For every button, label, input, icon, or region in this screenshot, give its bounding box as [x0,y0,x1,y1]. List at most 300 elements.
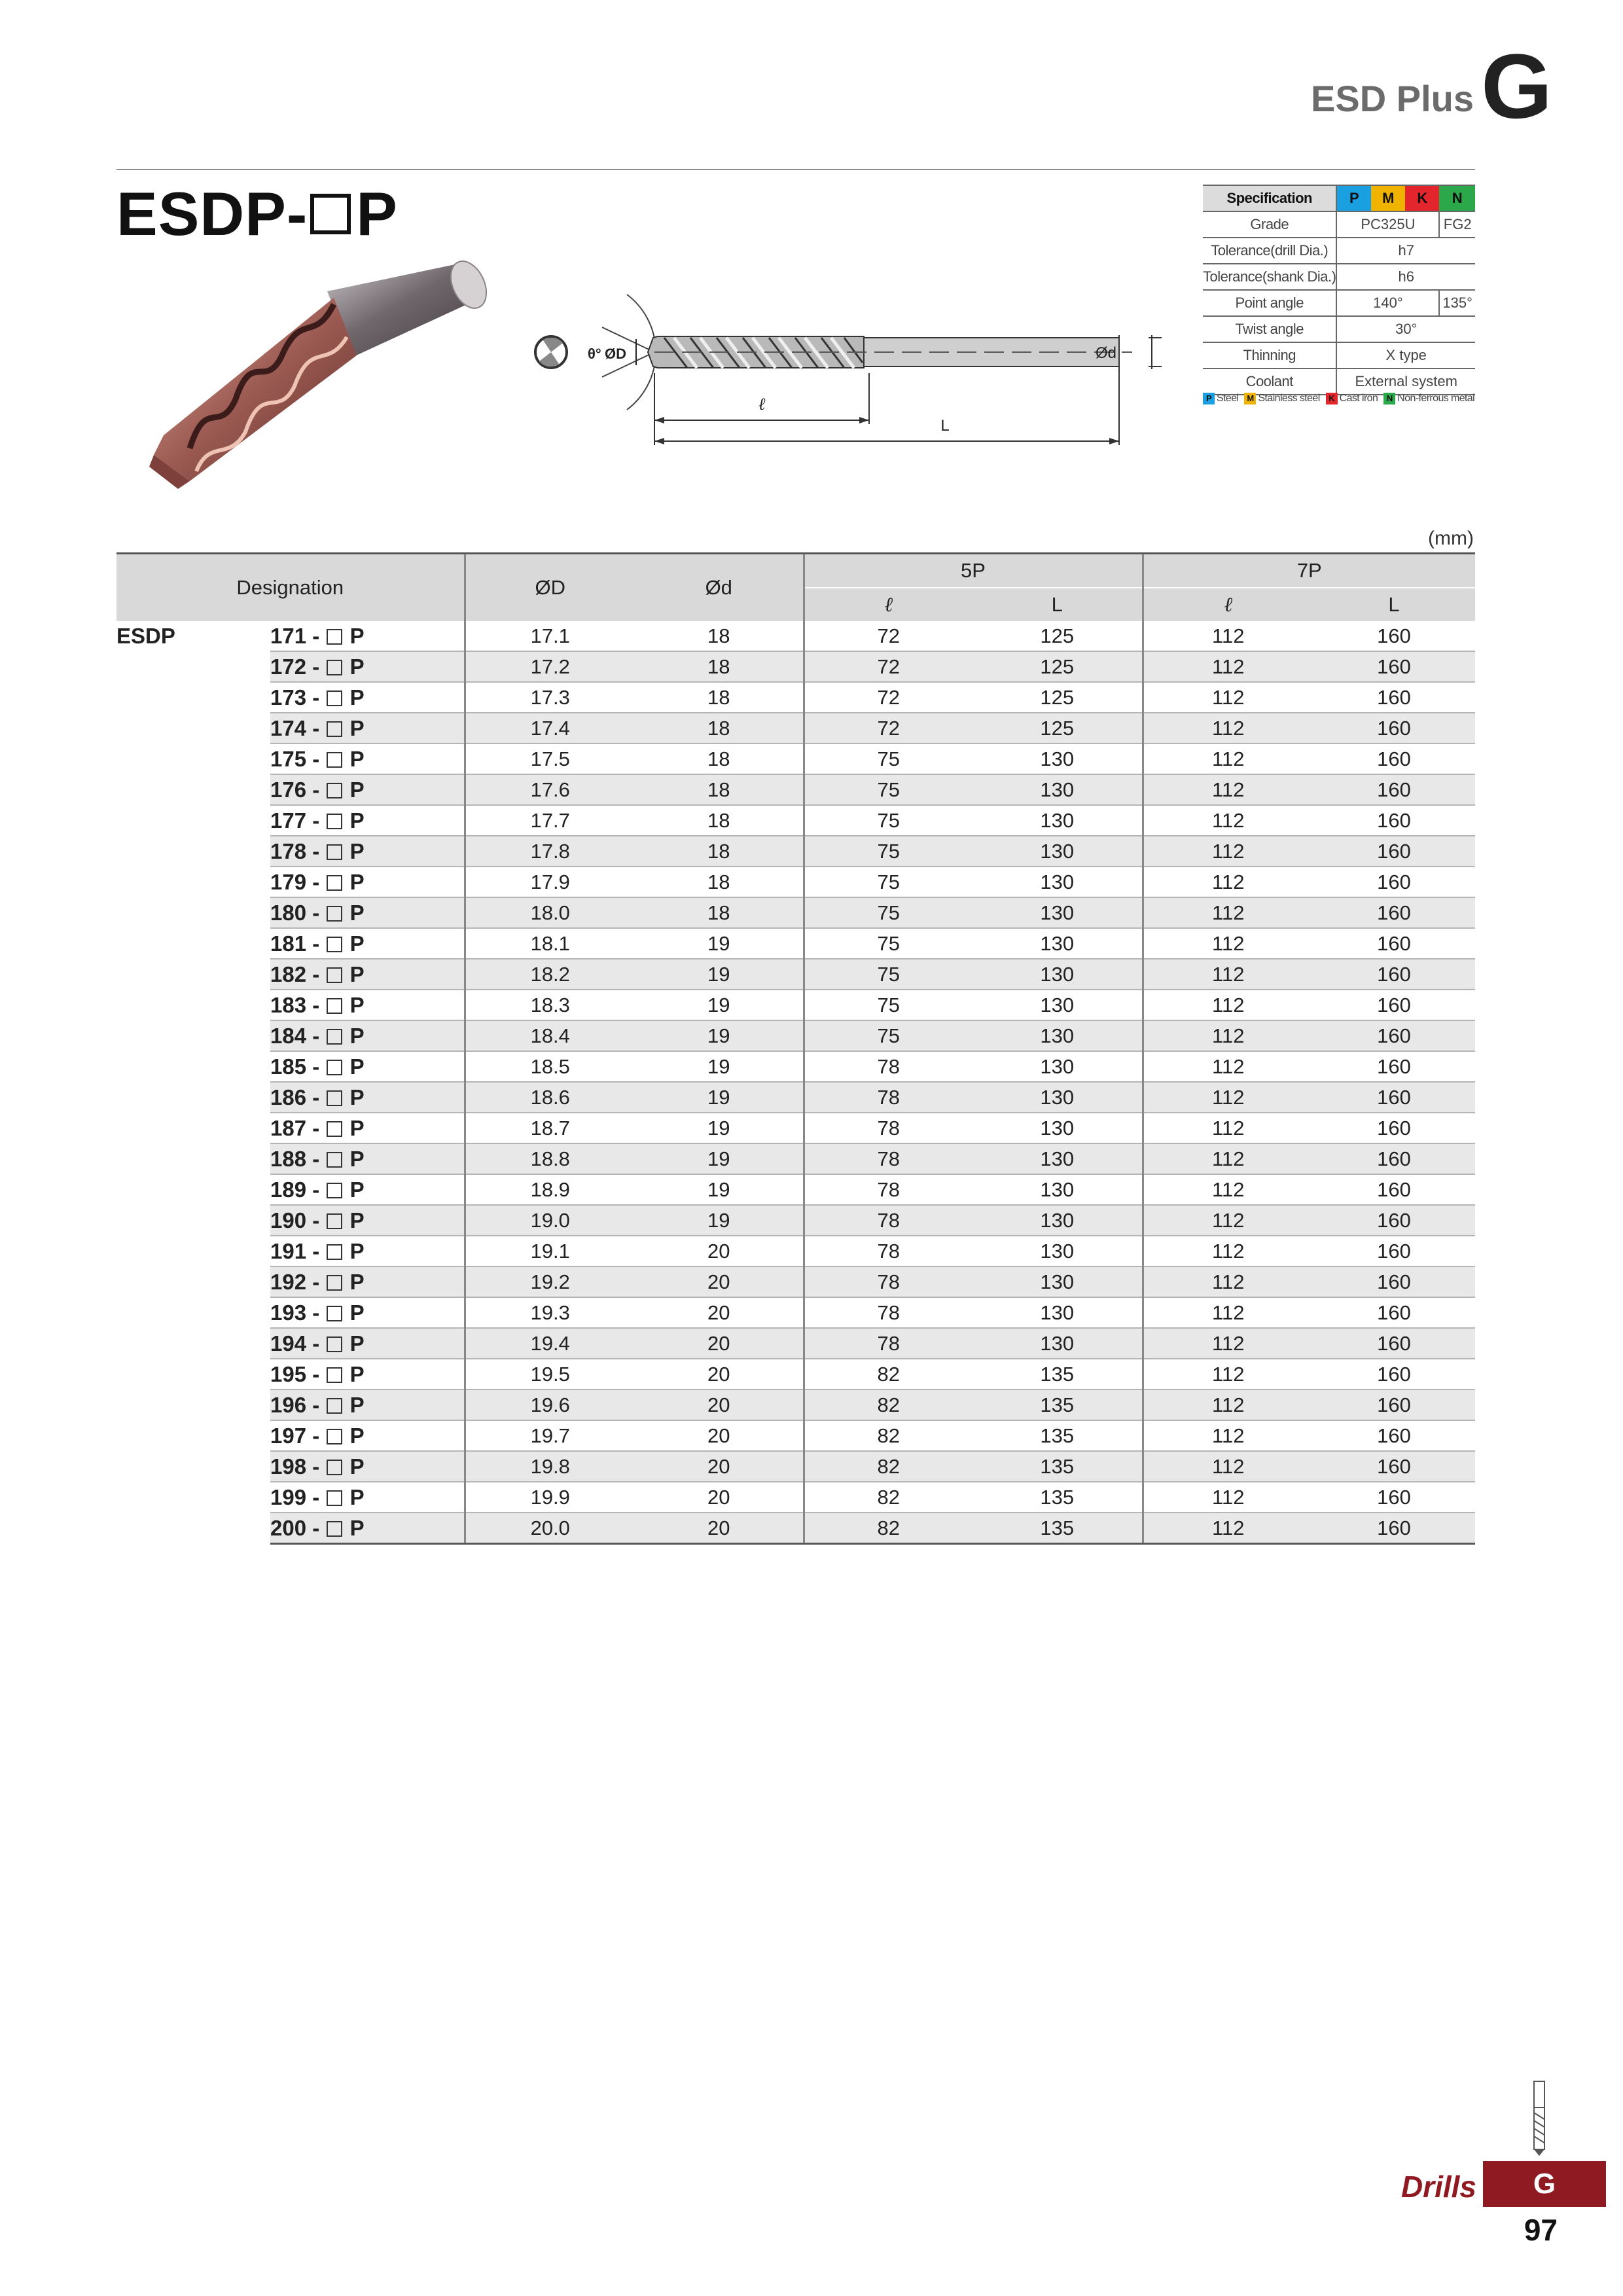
series-name: ESD Plus [1311,78,1474,119]
placeholder-box-icon [327,906,342,922]
spec-value-extra: FG2 [1439,211,1475,238]
placeholder-box-icon [327,875,342,891]
header-5p-length: L [972,588,1143,621]
length-7p-cell: 160 [1313,1266,1475,1297]
length-7p-cell: 160 [1313,959,1475,990]
shank-dia-cell: 19 [635,1205,804,1236]
designation-cell: 173 - P [270,682,465,713]
placeholder-box-icon [327,1121,342,1137]
length-5p-cell: 130 [972,1051,1143,1082]
designation-cell: 176 - P [270,774,465,805]
designation-cell: 182 - P [270,959,465,990]
length-7p-cell: 160 [1313,990,1475,1020]
dia-cell: 17.1 [465,621,635,651]
dia-cell: 17.5 [465,744,635,774]
shank-dia-cell: 19 [635,1020,804,1051]
length-5p-cell: 130 [972,1143,1143,1174]
designation-suffix: P [349,1361,365,1386]
spec-value: 30° [1336,316,1475,342]
flute-7p-cell: 112 [1143,744,1313,774]
flute-5p-cell: 75 [804,867,972,897]
designation-suffix: P [349,715,365,740]
placeholder-box-icon [327,721,342,737]
designation-code: 195 [270,1361,307,1386]
placeholder-box-icon [310,194,351,234]
designation-code: 200 [270,1515,307,1540]
designation-suffix: P [349,1300,365,1325]
flute-5p-cell: 82 [804,1390,972,1420]
drill-thumbnail-icon [1526,2080,1552,2157]
length-5p-cell: 130 [972,928,1143,959]
legend-text: Steel [1217,393,1239,404]
spec-row-grade [1203,211,1475,238]
length-5p-cell: 130 [972,805,1143,836]
header-designation: Designation [116,554,465,622]
flute-5p-cell: 82 [804,1420,972,1451]
flute-7p-cell: 112 [1143,867,1313,897]
placeholder-box-icon [327,629,342,645]
dia-cell: 17.7 [465,805,635,836]
table-row [116,1359,1475,1390]
length-5p-cell: 130 [972,774,1143,805]
designation-code: 192 [270,1269,307,1294]
shank-dia-cell: 20 [635,1451,804,1482]
flute-7p-cell: 112 [1143,928,1313,959]
shank-dia-cell: 20 [635,1236,804,1266]
shank-dia-cell: 19 [635,1051,804,1082]
table-row [116,651,1475,682]
placeholder-box-icon [327,937,342,952]
designation-suffix: P [349,746,365,771]
dia-cell: 18.4 [465,1020,635,1051]
flute-7p-cell: 112 [1143,990,1313,1020]
legend-swatch: K [1326,393,1338,404]
spec-value: h7 [1336,238,1475,264]
header-7p-flute: ℓ [1143,588,1313,621]
placeholder-box-icon [327,1490,342,1506]
page-number: 97 [1524,2213,1558,2247]
dia-cell: 17.3 [465,682,635,713]
designation-cell: 183 - P [270,990,465,1020]
material-m: M [1371,185,1405,211]
shank-dia-cell: 18 [635,774,804,805]
length-7p-cell: 160 [1313,1205,1475,1236]
dia-cell: 18.6 [465,1082,635,1113]
dia-cell: 19.9 [465,1482,635,1513]
length-5p-cell: 130 [972,897,1143,928]
table-row [116,805,1475,836]
shank-dia-cell: 20 [635,1266,804,1297]
table-row [116,1482,1475,1513]
placeholder-box-icon [327,1275,342,1291]
header-7p-length: L [1313,588,1475,621]
dia-cell: 19.5 [465,1359,635,1390]
section-letter: G [1481,35,1552,137]
legend-swatch: P [1203,393,1215,404]
shank-dia-cell: 20 [635,1420,804,1451]
length-5p-cell: 130 [972,1205,1143,1236]
shank-dia-cell: 20 [635,1390,804,1420]
legend-swatch: M [1244,393,1256,404]
flute-5p-cell: 72 [804,682,972,713]
flute-7p-cell: 112 [1143,1513,1313,1544]
shank-dia-cell: 19 [635,1113,804,1143]
material-p: P [1336,185,1371,211]
spec-label: Thinning [1203,342,1336,368]
shank-dia-cell: 18 [635,713,804,744]
flute-5p-cell: 78 [804,1082,972,1113]
legend-swatch: N [1383,393,1395,404]
length-7p-cell: 160 [1313,682,1475,713]
drill-flutes [149,298,357,489]
product-table [116,552,1475,1545]
dia-cell: 19.1 [465,1236,635,1266]
flute-7p-cell: 112 [1143,1328,1313,1359]
flute-5p-cell: 78 [804,1328,972,1359]
designation-cell: 196 - P [270,1390,465,1420]
drill-end-view-icon [535,336,567,368]
legend-item-steel [1203,393,1238,404]
table-row [116,1390,1475,1420]
shank-dia-cell: 18 [635,651,804,682]
flute-7p-cell: 112 [1143,959,1313,990]
length-7p-cell: 160 [1313,1359,1475,1390]
title-suffix: P [356,179,398,248]
length-7p-cell: 160 [1313,928,1475,959]
table-row [116,1051,1475,1082]
designation-cell: 188 - P [270,1143,465,1174]
length-5p-cell: 130 [972,1328,1143,1359]
designation-cell: 189 - P [270,1174,465,1205]
designation-suffix: P [349,900,365,925]
table-row [116,836,1475,867]
placeholder-box-icon [327,967,342,983]
designation-cell: 179 - P [270,867,465,897]
flute-7p-cell: 112 [1143,805,1313,836]
length-5p-cell: 130 [972,744,1143,774]
dia-cell: 18.8 [465,1143,635,1174]
designation-code: 174 [270,715,307,740]
series-cell: ESDP [116,624,175,648]
designation-suffix: P [349,869,365,894]
length-7p-cell: 160 [1313,1113,1475,1143]
spec-row-twist-angle [1203,316,1475,342]
table-header-row [116,554,1475,588]
length-5p-cell: 130 [972,1297,1143,1328]
header-divider [116,169,1475,170]
dia-cell: 17.8 [465,836,635,867]
designation-code: 189 [270,1177,307,1202]
spec-row-shank-tolerance [1203,264,1475,290]
spec-value: X type [1336,342,1475,368]
spec-label: Tolerance(shank Dia.) [1203,264,1336,290]
spec-value: External system [1336,368,1475,395]
designation-cell: 195 - P [270,1359,465,1390]
legend-item-cast-iron [1326,393,1378,404]
flute-5p-cell: 78 [804,1113,972,1143]
length-5p-cell: 130 [972,867,1143,897]
length-5p-cell: 135 [972,1359,1143,1390]
flute-5p-cell: 75 [804,774,972,805]
flute-5p-cell: 75 [804,836,972,867]
flute-5p-cell: 78 [804,1143,972,1174]
length-7p-cell: 160 [1313,1236,1475,1266]
flute-5p-cell: 82 [804,1482,972,1513]
spec-label: Coolant [1203,368,1336,395]
flute-5p-cell: 82 [804,1451,972,1482]
placeholder-box-icon [327,691,342,706]
table-row [116,959,1475,990]
dia-cell: 20.0 [465,1513,635,1544]
length-7p-cell: 160 [1313,713,1475,744]
flute-length-label: ℓ [758,395,766,414]
flute-5p-cell: 75 [804,928,972,959]
shank-dia-cell: 20 [635,1482,804,1513]
spec-value: PC325U [1336,211,1439,238]
flute-7p-cell: 112 [1143,1205,1313,1236]
placeholder-box-icon [327,1090,342,1106]
designation-code: 186 [270,1085,307,1109]
table-row [116,1420,1475,1451]
designation-suffix: P [349,1115,365,1140]
length-7p-cell: 160 [1313,1420,1475,1451]
placeholder-box-icon [327,844,342,860]
shank-dia-label: Ød [1095,344,1116,362]
designation-code: 199 [270,1484,307,1509]
flute-7p-cell: 112 [1143,836,1313,867]
placeholder-box-icon [327,752,342,768]
shank-dia-cell: 18 [635,744,804,774]
designation-suffix: P [349,1238,365,1263]
flute-7p-cell: 112 [1143,1297,1313,1328]
flute-5p-cell: 75 [804,805,972,836]
specification-table [1203,185,1475,395]
header-5p-flute: ℓ [804,588,972,621]
placeholder-box-icon [327,783,342,798]
designation-cell: 184 - P [270,1020,465,1051]
shank-dia-cell: 19 [635,990,804,1020]
designation-cell: 194 - P [270,1328,465,1359]
designation-cell: 197 - P [270,1420,465,1451]
table-row [116,1082,1475,1113]
length-5p-cell: 125 [972,713,1143,744]
flute-7p-cell: 112 [1143,1020,1313,1051]
overall-length-label: L [940,417,950,435]
designation-suffix: P [349,1177,365,1202]
designation-code: 182 [270,961,307,986]
length-5p-cell: 130 [972,1082,1143,1113]
placeholder-box-icon [327,1521,342,1537]
spec-row-point-angle [1203,290,1475,316]
table-row [116,1451,1475,1482]
flute-5p-cell: 78 [804,1236,972,1266]
length-5p-cell: 130 [972,990,1143,1020]
flute-7p-cell: 112 [1143,713,1313,744]
designation-code: 171 [270,623,307,648]
title-prefix: ESDP- [116,179,308,248]
flute-7p-cell: 112 [1143,1113,1313,1143]
length-5p-cell: 130 [972,1113,1143,1143]
placeholder-box-icon [327,1429,342,1444]
table-row [116,713,1475,744]
placeholder-box-icon [327,998,342,1014]
shank-dia-cell: 20 [635,1297,804,1328]
spec-header-row [1203,185,1475,211]
header-group-7p: 7P [1143,554,1475,588]
designation-cell: 174 - P [270,713,465,744]
table-row [116,1113,1475,1143]
dia-cell: 18.1 [465,928,635,959]
designation-cell: 181 - P [270,928,465,959]
designation-code: 188 [270,1146,307,1171]
designation-suffix: P [349,685,365,709]
placeholder-box-icon [327,1213,342,1229]
designation-suffix: P [349,961,365,986]
designation-code: 173 [270,685,307,709]
designation-code: 175 [270,746,307,771]
flute-5p-cell: 78 [804,1297,972,1328]
flute-7p-cell: 112 [1143,621,1313,651]
dia-cell: 18.7 [465,1113,635,1143]
designation-suffix: P [349,1269,365,1294]
flute-5p-cell: 75 [804,959,972,990]
table-row [116,1328,1475,1359]
length-5p-cell: 125 [972,621,1143,651]
shank-dia-cell: 19 [635,1174,804,1205]
flute-5p-cell: 75 [804,897,972,928]
shank-dia-cell: 20 [635,1328,804,1359]
designation-cell: 199 - P [270,1482,465,1513]
designation-cell: 200 - P [270,1513,465,1544]
material-legend [1203,393,1478,404]
material-n: N [1439,185,1475,211]
placeholder-box-icon [327,1244,342,1260]
designation-code: 191 [270,1238,307,1263]
material-k: K [1405,185,1439,211]
length-5p-cell: 130 [972,1266,1143,1297]
length-7p-cell: 160 [1313,1482,1475,1513]
flute-5p-cell: 72 [804,651,972,682]
designation-suffix: P [349,1423,365,1448]
designation-cell: 180 - P [270,897,465,928]
shank-dia-cell: 20 [635,1359,804,1390]
dia-cell: 19.0 [465,1205,635,1236]
flute-7p-cell: 112 [1143,1236,1313,1266]
table-row [116,1174,1475,1205]
designation-suffix: P [349,1208,365,1232]
length-7p-cell: 160 [1313,1297,1475,1328]
designation-suffix: P [349,1484,365,1509]
header-group-5p: 5P [804,554,1143,588]
dia-label: ØD [605,346,626,362]
legend-item-stainless [1244,393,1319,404]
header-dia: ØD [465,554,635,622]
length-5p-cell: 135 [972,1482,1143,1513]
designation-code: 181 [270,931,307,956]
designation-code: 180 [270,900,307,925]
table-row [116,928,1475,959]
spec-value-extra: 135° [1439,290,1475,316]
length-7p-cell: 160 [1313,805,1475,836]
designation-suffix: P [349,1454,365,1479]
designation-cell: 171 - P [270,621,465,651]
shank-dia-cell: 19 [635,1082,804,1113]
table-row [116,990,1475,1020]
designation-cell: 178 - P [270,836,465,867]
table-row [116,744,1475,774]
shank-dia-cell: 19 [635,928,804,959]
length-5p-cell: 130 [972,1236,1143,1266]
flute-5p-cell: 78 [804,1205,972,1236]
spec-label: Tolerance(drill Dia.) [1203,238,1336,264]
length-7p-cell: 160 [1313,1143,1475,1174]
length-7p-cell: 160 [1313,621,1475,651]
designation-code: 197 [270,1423,307,1448]
dia-cell: 17.2 [465,651,635,682]
table-row [116,1236,1475,1266]
length-5p-cell: 135 [972,1420,1143,1451]
footer-section-tab: G [1483,2161,1606,2207]
flute-7p-cell: 112 [1143,897,1313,928]
table-row [116,1513,1475,1544]
dia-cell: 19.3 [465,1297,635,1328]
legend-text: Non-ferrous metal [1397,393,1475,404]
shank-dia-cell: 18 [635,836,804,867]
placeholder-box-icon [327,1336,342,1352]
flute-5p-cell: 82 [804,1513,972,1544]
dia-cell: 19.4 [465,1328,635,1359]
designation-suffix: P [349,777,365,802]
length-5p-cell: 125 [972,682,1143,713]
placeholder-box-icon [327,1183,342,1198]
spec-value: 140° [1336,290,1439,316]
dia-cell: 17.9 [465,867,635,897]
table-row [116,897,1475,928]
flute-7p-cell: 112 [1143,1359,1313,1390]
dia-cell: 18.0 [465,897,635,928]
length-5p-cell: 135 [972,1451,1143,1482]
flute-7p-cell: 112 [1143,1082,1313,1113]
shank-dia-cell: 19 [635,959,804,990]
designation-suffix: P [349,931,365,956]
length-7p-cell: 160 [1313,1051,1475,1082]
shank-dia-cell: 18 [635,805,804,836]
designation-suffix: P [349,1146,365,1171]
placeholder-box-icon [327,1152,342,1168]
dia-cell: 19.2 [465,1266,635,1297]
length-5p-cell: 130 [972,1020,1143,1051]
flute-7p-cell: 112 [1143,1482,1313,1513]
length-5p-cell: 130 [972,1174,1143,1205]
shank-dia-cell: 18 [635,867,804,897]
shank-dia-cell: 19 [635,1143,804,1174]
designation-code: 179 [270,869,307,894]
designation-code: 178 [270,838,307,863]
length-7p-cell: 160 [1313,836,1475,867]
spec-row-thinning [1203,342,1475,368]
length-5p-cell: 130 [972,836,1143,867]
designation-cell: 193 - P [270,1297,465,1328]
flute-7p-cell: 112 [1143,1266,1313,1297]
dia-cell: 19.8 [465,1451,635,1482]
flute-7p-cell: 112 [1143,1143,1313,1174]
designation-code: 196 [270,1392,307,1417]
legend-text: Cast iron [1339,393,1378,404]
placeholder-box-icon [327,660,342,675]
drill-shank [327,259,493,357]
placeholder-box-icon [327,1398,342,1414]
table-row [116,867,1475,897]
